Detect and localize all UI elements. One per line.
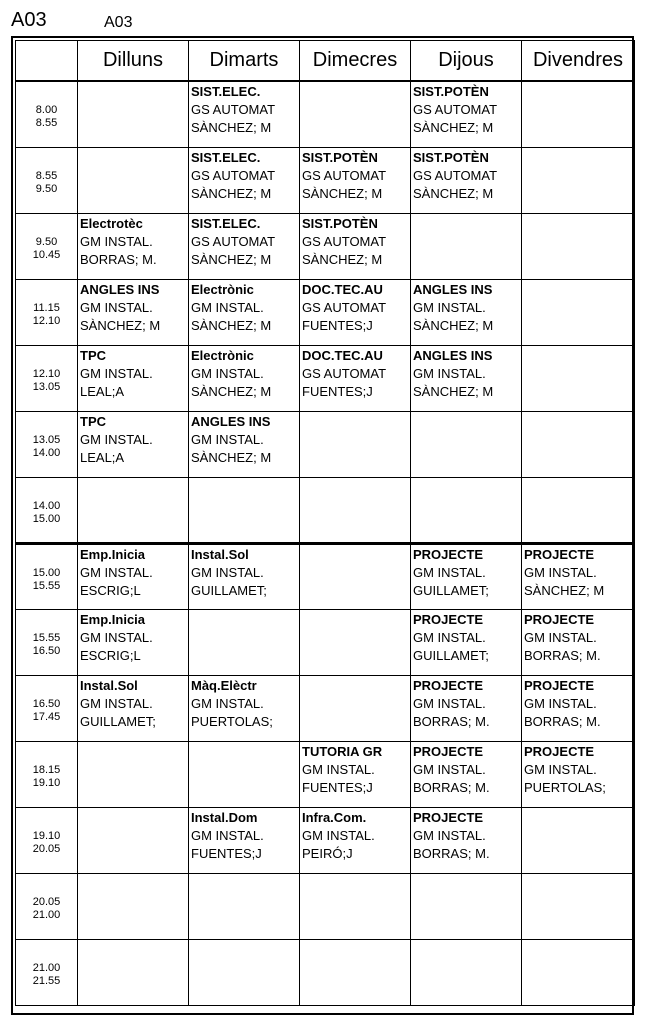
teacher-label: BORRAS; M. bbox=[524, 647, 601, 663]
empty-cell bbox=[300, 939, 411, 1005]
group-label: GS AUTOMAT bbox=[302, 233, 387, 249]
subject-label: SIST.POTÈN bbox=[302, 215, 378, 231]
time-cell bbox=[16, 411, 78, 477]
group-label: GS AUTOMAT bbox=[302, 299, 387, 315]
empty-cell bbox=[411, 411, 522, 477]
teacher-label: SÀNCHEZ; M bbox=[80, 317, 161, 333]
class-cell bbox=[411, 147, 522, 213]
group-label: GM INSTAL. bbox=[191, 564, 264, 580]
teacher-label: ESCRIG;L bbox=[80, 647, 141, 663]
start-time: 11.15 bbox=[33, 302, 60, 314]
subject-label: ANGLES INS bbox=[413, 281, 493, 297]
teacher-label: GUILLAMET; bbox=[413, 647, 489, 663]
day-header-row bbox=[16, 41, 635, 82]
timeslot-row bbox=[16, 411, 635, 477]
teacher-label: SÀNCHEZ; M bbox=[413, 317, 494, 333]
class-cell bbox=[189, 675, 300, 741]
end-time: 10.45 bbox=[32, 249, 61, 261]
subject-label: Electrònic bbox=[191, 281, 254, 297]
empty-cell bbox=[78, 477, 189, 543]
corner-cell bbox=[16, 41, 78, 82]
group-label: GM INSTAL. bbox=[191, 431, 264, 447]
empty-cell bbox=[78, 939, 189, 1005]
subject-label: Màq.Elèctr bbox=[191, 677, 257, 693]
group-label: GM INSTAL. bbox=[413, 629, 486, 645]
end-time: 13.05 bbox=[32, 381, 61, 393]
start-time: 13.05 bbox=[32, 434, 61, 446]
teacher-label: BORRAS; M. bbox=[413, 713, 490, 729]
group-label: GM INSTAL. bbox=[524, 695, 597, 711]
day-header-wednesday: Dimecres bbox=[300, 41, 411, 82]
time-cell bbox=[16, 81, 78, 147]
empty-cell bbox=[522, 873, 635, 939]
subject-label: SIST.ELEC. bbox=[191, 215, 261, 231]
empty-cell bbox=[300, 873, 411, 939]
class-cell bbox=[411, 543, 522, 609]
page-title: A03 bbox=[11, 9, 47, 31]
class-cell bbox=[189, 147, 300, 213]
start-time: 21.00 bbox=[32, 962, 61, 974]
group-label: GM INSTAL. bbox=[413, 695, 486, 711]
class-cell bbox=[78, 279, 189, 345]
end-time: 14.00 bbox=[32, 447, 61, 459]
group-label: GM INSTAL. bbox=[80, 431, 153, 447]
subject-label: Instal.Sol bbox=[80, 677, 138, 693]
teacher-label: SÀNCHEZ; M bbox=[302, 185, 383, 201]
subject-label: Emp.Inicia bbox=[80, 546, 146, 562]
group-label: GM INSTAL. bbox=[524, 629, 597, 645]
teacher-label: SÀNCHEZ; M bbox=[191, 449, 272, 465]
timetable bbox=[15, 40, 635, 1006]
class-cell bbox=[189, 213, 300, 279]
end-time: 16.50 bbox=[32, 645, 61, 657]
end-time: 12.10 bbox=[32, 315, 61, 327]
class-cell bbox=[411, 609, 522, 675]
time-cell bbox=[16, 477, 78, 543]
group-label: GM INSTAL. bbox=[413, 299, 486, 315]
timeslot-row bbox=[16, 543, 635, 609]
empty-cell bbox=[300, 543, 411, 609]
end-time: 15.00 bbox=[32, 512, 61, 525]
subject-label: PROJECTE bbox=[524, 677, 595, 693]
class-cell bbox=[522, 675, 635, 741]
timeslot-row bbox=[16, 741, 635, 807]
group-label: GS AUTOMAT bbox=[302, 167, 387, 183]
start-time: 19.10 bbox=[32, 830, 61, 842]
subject-label: PROJECTE bbox=[413, 677, 484, 693]
teacher-label: BORRAS; M. bbox=[413, 845, 490, 861]
class-cell bbox=[411, 81, 522, 147]
class-cell bbox=[189, 279, 300, 345]
empty-cell bbox=[189, 939, 300, 1005]
class-cell bbox=[300, 807, 411, 873]
empty-cell bbox=[522, 213, 635, 279]
end-time: 15.55 bbox=[32, 579, 61, 592]
teacher-label: SÀNCHEZ; M bbox=[191, 383, 272, 399]
group-label: GM INSTAL. bbox=[80, 564, 153, 580]
teacher-label: FUENTES;J bbox=[302, 383, 373, 399]
time-cell bbox=[16, 345, 78, 411]
subject-label: PROJECTE bbox=[413, 809, 484, 825]
empty-cell bbox=[411, 477, 522, 543]
teacher-label: BORRAS; M. bbox=[80, 251, 157, 267]
group-label: GM INSTAL. bbox=[80, 233, 153, 249]
empty-cell bbox=[522, 939, 635, 1005]
empty-cell bbox=[411, 939, 522, 1005]
class-cell bbox=[300, 279, 411, 345]
teacher-label: SÀNCHEZ; M bbox=[524, 582, 605, 598]
group-label: GM INSTAL. bbox=[413, 365, 486, 381]
group-label: GM INSTAL. bbox=[191, 299, 264, 315]
end-time: 21.00 bbox=[32, 909, 61, 921]
end-time: 17.45 bbox=[32, 711, 61, 723]
teacher-label: FUENTES;J bbox=[302, 317, 373, 333]
teacher-label: PUERTOLAS; bbox=[524, 779, 606, 795]
group-label: GM INSTAL. bbox=[302, 761, 375, 777]
timeslot-row bbox=[16, 345, 635, 411]
end-time: 19.10 bbox=[32, 777, 61, 789]
start-time: 20.05 bbox=[32, 896, 61, 908]
day-header-thursday: Dijous bbox=[411, 41, 522, 82]
time-cell bbox=[16, 543, 78, 609]
day-header-friday: Divendres bbox=[522, 41, 635, 82]
time-cell bbox=[16, 147, 78, 213]
empty-cell bbox=[522, 81, 635, 147]
start-time: 8.00 bbox=[35, 104, 58, 117]
empty-cell bbox=[522, 807, 635, 873]
subject-label: DOC.TEC.AU bbox=[302, 281, 383, 297]
empty-cell bbox=[300, 477, 411, 543]
class-cell bbox=[411, 675, 522, 741]
start-time: 16.50 bbox=[32, 698, 61, 710]
empty-cell bbox=[78, 81, 189, 147]
class-cell bbox=[411, 345, 522, 411]
group-label: GS AUTOMAT bbox=[191, 233, 276, 249]
group-label: GS AUTOMAT bbox=[413, 167, 498, 183]
subject-label: TPC bbox=[80, 347, 106, 363]
teacher-label: GUILLAMET; bbox=[80, 713, 156, 729]
class-cell bbox=[300, 741, 411, 807]
class-cell bbox=[189, 345, 300, 411]
subject-label: TPC bbox=[80, 413, 106, 429]
timetable-body bbox=[16, 81, 635, 1005]
class-cell bbox=[189, 411, 300, 477]
timeslot-row bbox=[16, 873, 635, 939]
group-label: GM INSTAL. bbox=[413, 827, 486, 843]
group-label: GM INSTAL. bbox=[80, 365, 153, 381]
subject-label: ANGLES INS bbox=[80, 281, 160, 297]
class-cell bbox=[78, 345, 189, 411]
group-label: GM INSTAL. bbox=[524, 761, 597, 777]
group-label: GM INSTAL. bbox=[80, 299, 153, 315]
start-time: 8.55 bbox=[35, 170, 58, 182]
empty-cell bbox=[522, 279, 635, 345]
class-cell bbox=[300, 345, 411, 411]
group-label: GS AUTOMAT bbox=[413, 102, 498, 117]
subject-label: SIST.POTÈN bbox=[413, 84, 489, 99]
timeslot-row bbox=[16, 213, 635, 279]
empty-cell bbox=[522, 477, 635, 543]
subject-label: SIST.POTÈN bbox=[302, 149, 378, 165]
teacher-label: SÀNCHEZ; M bbox=[191, 185, 272, 201]
subject-label: PROJECTE bbox=[524, 546, 595, 562]
group-label: GS AUTOMAT bbox=[191, 167, 276, 183]
subject-label: SIST.ELEC. bbox=[191, 149, 261, 165]
class-cell bbox=[78, 609, 189, 675]
end-time: 21.55 bbox=[32, 975, 61, 987]
empty-cell bbox=[300, 609, 411, 675]
start-time: 15.00 bbox=[32, 566, 61, 579]
subject-label: Instal.Sol bbox=[191, 546, 249, 562]
empty-cell bbox=[411, 213, 522, 279]
subject-label: PROJECTE bbox=[413, 611, 484, 627]
empty-cell bbox=[522, 411, 635, 477]
group-label: GM INSTAL. bbox=[191, 365, 264, 381]
teacher-label: LEAL;A bbox=[80, 449, 125, 465]
timeslot-row bbox=[16, 147, 635, 213]
subject-label: SIST.ELEC. bbox=[191, 84, 261, 99]
class-cell bbox=[522, 609, 635, 675]
time-cell bbox=[16, 807, 78, 873]
empty-cell bbox=[522, 345, 635, 411]
end-time: 9.50 bbox=[35, 183, 58, 195]
start-time: 12.10 bbox=[32, 368, 61, 380]
class-cell bbox=[300, 147, 411, 213]
empty-cell bbox=[189, 477, 300, 543]
subject-label: SIST.POTÈN bbox=[413, 149, 489, 165]
teacher-label: ESCRIG;L bbox=[80, 582, 141, 598]
subject-label: Electrotèc bbox=[80, 215, 143, 231]
group-label: GM INSTAL. bbox=[191, 695, 264, 711]
subject-label: PROJECTE bbox=[413, 546, 484, 562]
class-cell bbox=[300, 213, 411, 279]
class-cell bbox=[78, 411, 189, 477]
time-cell bbox=[16, 939, 78, 1005]
subject-label: PROJECTE bbox=[413, 743, 484, 759]
teacher-label: SÀNCHEZ; M bbox=[413, 120, 494, 135]
group-label: GM INSTAL. bbox=[524, 564, 597, 580]
class-cell bbox=[78, 543, 189, 609]
empty-cell bbox=[78, 741, 189, 807]
class-cell bbox=[522, 741, 635, 807]
time-cell bbox=[16, 675, 78, 741]
teacher-label: SÀNCHEZ; M bbox=[191, 120, 272, 135]
subject-label: ANGLES INS bbox=[191, 413, 271, 429]
time-cell bbox=[16, 873, 78, 939]
class-cell bbox=[78, 675, 189, 741]
start-time: 14.00 bbox=[32, 499, 61, 512]
end-time: 8.55 bbox=[35, 117, 58, 130]
subject-label: PROJECTE bbox=[524, 743, 595, 759]
day-header-tuesday: Dimarts bbox=[189, 41, 300, 82]
page-subtitle: A03 bbox=[104, 14, 133, 31]
end-time: 20.05 bbox=[32, 843, 61, 855]
class-cell bbox=[411, 807, 522, 873]
time-cell bbox=[16, 213, 78, 279]
empty-cell bbox=[300, 675, 411, 741]
subject-label: DOC.TEC.AU bbox=[302, 347, 383, 363]
teacher-label: SÀNCHEZ; M bbox=[191, 317, 272, 333]
teacher-label: FUENTES;J bbox=[191, 845, 262, 861]
subject-label: Emp.Inicia bbox=[80, 611, 146, 627]
subject-label: Instal.Dom bbox=[191, 809, 258, 825]
empty-cell bbox=[522, 147, 635, 213]
empty-cell bbox=[300, 411, 411, 477]
empty-cell bbox=[300, 81, 411, 147]
group-label: GM INSTAL. bbox=[302, 827, 375, 843]
empty-cell bbox=[189, 741, 300, 807]
teacher-label: BORRAS; M. bbox=[413, 779, 490, 795]
timeslot-row bbox=[16, 279, 635, 345]
timeslot-row bbox=[16, 477, 635, 543]
start-time: 15.55 bbox=[32, 632, 61, 644]
teacher-label: SÀNCHEZ; M bbox=[302, 251, 383, 267]
teacher-label: SÀNCHEZ; M bbox=[413, 185, 494, 201]
timeslot-row bbox=[16, 807, 635, 873]
teacher-label: BORRAS; M. bbox=[524, 713, 601, 729]
time-cell bbox=[16, 279, 78, 345]
subject-label: Electrònic bbox=[191, 347, 254, 363]
timeslot-row bbox=[16, 939, 635, 1005]
timeslot-row bbox=[16, 609, 635, 675]
group-label: GM INSTAL. bbox=[413, 564, 486, 580]
teacher-label: GUILLAMET; bbox=[191, 582, 267, 598]
class-cell bbox=[189, 543, 300, 609]
teacher-label: SÀNCHEZ; M bbox=[413, 383, 494, 399]
teacher-label: LEAL;A bbox=[80, 383, 125, 399]
class-cell bbox=[411, 279, 522, 345]
empty-cell bbox=[189, 609, 300, 675]
subject-label: TUTORIA GR bbox=[302, 743, 383, 759]
empty-cell bbox=[78, 873, 189, 939]
day-header-monday: Dilluns bbox=[78, 41, 189, 82]
empty-cell bbox=[411, 873, 522, 939]
teacher-label: PEIRÓ;J bbox=[302, 845, 353, 861]
class-cell bbox=[522, 543, 635, 609]
group-label: GM INSTAL. bbox=[191, 827, 264, 843]
start-time: 18.15 bbox=[32, 764, 61, 776]
group-label: GS AUTOMAT bbox=[191, 102, 276, 117]
group-label: GM INSTAL. bbox=[80, 695, 153, 711]
class-cell bbox=[189, 807, 300, 873]
class-cell bbox=[189, 81, 300, 147]
subject-label: Infra.Com. bbox=[302, 809, 367, 825]
empty-cell bbox=[78, 147, 189, 213]
group-label: GM INSTAL. bbox=[80, 629, 153, 645]
start-time: 9.50 bbox=[35, 236, 58, 248]
time-cell bbox=[16, 609, 78, 675]
empty-cell bbox=[78, 807, 189, 873]
teacher-label: SÀNCHEZ; M bbox=[191, 251, 272, 267]
empty-cell bbox=[189, 873, 300, 939]
teacher-label: PUERTOLAS; bbox=[191, 713, 273, 729]
group-label: GS AUTOMAT bbox=[302, 365, 387, 381]
subject-label: PROJECTE bbox=[524, 611, 595, 627]
class-cell bbox=[78, 213, 189, 279]
class-cell bbox=[411, 741, 522, 807]
group-label: GM INSTAL. bbox=[413, 761, 486, 777]
subject-label: ANGLES INS bbox=[413, 347, 493, 363]
teacher-label: GUILLAMET; bbox=[413, 582, 489, 598]
timeslot-row bbox=[16, 81, 635, 147]
timeslot-row bbox=[16, 675, 635, 741]
teacher-label: FUENTES;J bbox=[302, 779, 373, 795]
time-cell bbox=[16, 741, 78, 807]
